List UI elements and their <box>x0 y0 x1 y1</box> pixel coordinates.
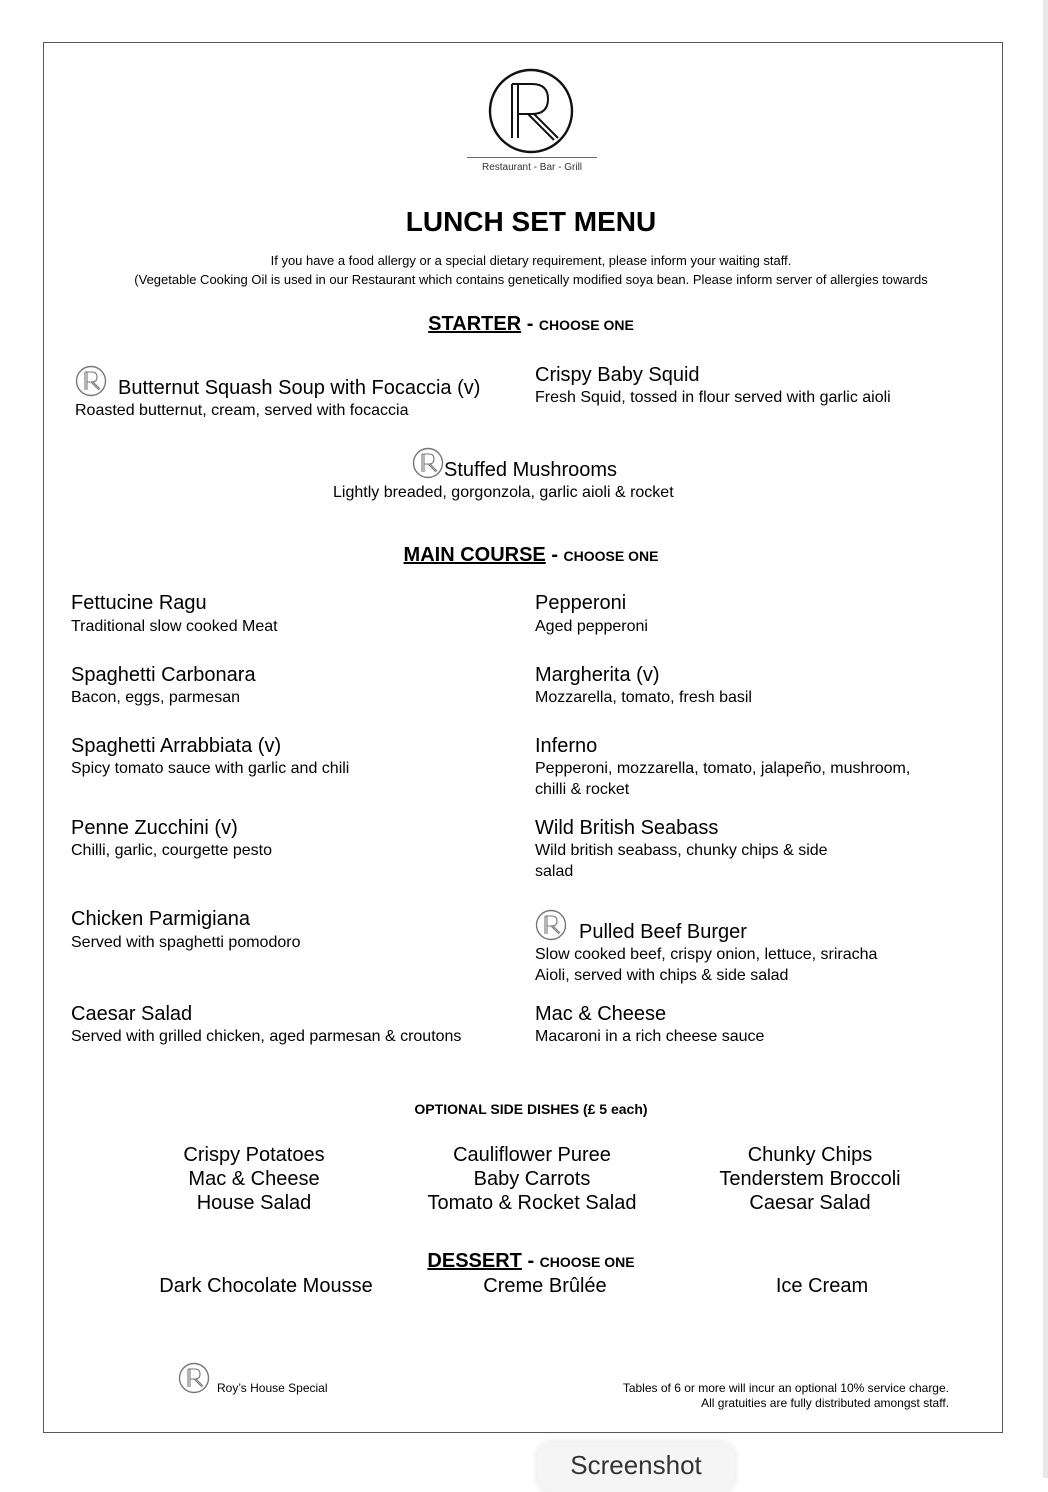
side-dish-item: Crispy Potatoes <box>183 1144 325 1166</box>
starter-item-name: Crispy Baby Squid <box>535 364 700 386</box>
main-item-desc: Served with spaghetti pomodoro <box>71 934 301 951</box>
main-item-name: Mac & Cheese <box>535 1003 667 1025</box>
logo-tagline: Restaurant - Bar - Grill <box>481 162 583 173</box>
main-item-desc: Aged pepperoni <box>535 618 648 635</box>
main-item-desc: Spicy tomato sauce with garlic and chili <box>71 760 350 777</box>
house-special-icon <box>178 1362 210 1394</box>
main-course-choose-note: CHOOSE ONE <box>563 548 659 564</box>
main-course-heading-label: MAIN COURSE <box>403 544 546 566</box>
restaurant-logo <box>488 68 574 154</box>
main-item-name: Spaghetti Carbonara <box>71 664 256 686</box>
side-dish-item: House Salad <box>196 1192 312 1214</box>
main-item-desc: Slow cooked beef, crispy onion, lettuce, sriracha <box>535 946 878 963</box>
main-item-name: Pulled Beef Burger <box>579 921 747 943</box>
dessert-item: Ice Cream <box>775 1275 869 1297</box>
main-item-desc: Chilli, garlic, courgette pesto <box>71 842 272 859</box>
screenshot-label[interactable]: Screenshot <box>570 1450 702 1480</box>
side-dishes-column <box>690 1143 930 1215</box>
side-dish-item: Tenderstem Broccoli <box>719 1168 901 1190</box>
main-item-desc: Macaroni in a rich cheese sauce <box>535 1028 765 1045</box>
house-special-legend: Roy’s House Special <box>217 1381 328 1395</box>
main-item-desc: Wild british seabass, chunky chips & side <box>535 842 828 859</box>
oil-note: (Vegetable Cooking Oil is used in our Restaurant which contains genetically modified soya bean. Please inform server of allergies towards <box>134 272 928 287</box>
starter-item-desc: Roasted butternut, cream, served with focaccia <box>75 402 409 419</box>
main-item-desc: Aioli, served with chips & side salad <box>535 967 789 984</box>
main-item-desc: Mozzarella, tomato, fresh basil <box>535 689 752 706</box>
dessert-heading <box>0 1250 1048 1273</box>
main-item-name: Caesar Salad <box>71 1003 193 1025</box>
main-item-desc: salad <box>535 863 574 880</box>
house-special-icon <box>412 447 444 479</box>
allergy-note: If you have a food allergy or a special dietary requirement, please inform your waiting staff. <box>270 253 792 268</box>
starter-item-name: Stuffed Mushrooms <box>444 459 618 481</box>
side-dish-item: Chunky Chips <box>747 1144 873 1166</box>
main-item-name: Inferno <box>535 735 598 757</box>
main-item-name: Pepperoni <box>535 592 627 614</box>
main-item-desc: Served with grilled chicken, aged parmesan & croutons <box>71 1028 462 1045</box>
side-dishes-heading: OPTIONAL SIDE DISHES (£ 5 each) <box>414 1101 648 1117</box>
dessert-item: Creme Brûlée <box>483 1275 607 1297</box>
gratuity-line: All gratuities are fully distributed amongst staff. <box>701 1396 949 1410</box>
main-item-desc: Traditional slow cooked Meat <box>71 618 278 635</box>
starter-item-desc: Fresh Squid, tossed in flour served with garlic aioli <box>535 389 891 406</box>
house-special-icon <box>535 909 567 941</box>
dessert-choose-note: CHOOSE ONE <box>539 1254 635 1270</box>
main-item-name: Fettucine Ragu <box>71 592 207 614</box>
starter-heading-label: STARTER <box>428 313 522 335</box>
main-course-separator: - <box>545 544 564 566</box>
starter-item-desc: Lightly breaded, gorgonzola, garlic aioli & rocket <box>333 484 674 501</box>
starter-heading <box>0 313 1048 336</box>
side-dish-item: Cauliflower Puree <box>453 1144 611 1166</box>
side-dish-item: Tomato & Rocket Salad <box>427 1192 637 1214</box>
starter-item-name: Butternut Squash Soup with Focaccia (v) <box>118 377 481 399</box>
logo-divider <box>467 157 597 158</box>
main-item-name: Spaghetti Arrabbiata (v) <box>71 735 282 757</box>
service-charge-line: Tables of 6 or more will incur an optional 10% service charge. <box>622 1381 949 1395</box>
starter-separator: - <box>521 313 539 335</box>
main-item-desc: chilli & rocket <box>535 781 630 798</box>
dessert-heading-label: DESSERT <box>427 1250 522 1272</box>
main-item-name: Penne Zucchini (v) <box>71 817 238 839</box>
main-item-desc: Pepperoni, mozzarella, tomato, jalapeño, mushroom, <box>535 760 911 777</box>
dessert-item: Dark Chocolate Mousse <box>159 1275 373 1297</box>
house-special-icon <box>75 365 107 397</box>
side-dish-item: Caesar Salad <box>749 1192 871 1214</box>
main-item-name: Wild British Seabass <box>535 817 719 839</box>
side-dishes-column <box>402 1143 662 1215</box>
main-item-name: Margherita (v) <box>535 664 660 686</box>
page-title: LUNCH SET MENU <box>405 206 657 237</box>
side-dish-item: Baby Carrots <box>473 1168 591 1190</box>
main-item-name: Chicken Parmigiana <box>71 908 250 930</box>
service-charge-note <box>540 1381 949 1411</box>
main-course-heading <box>0 544 1048 567</box>
dessert-separator: - <box>521 1250 540 1272</box>
starter-choose-note: CHOOSE ONE <box>538 317 634 333</box>
side-dish-item: Mac & Cheese <box>188 1168 320 1190</box>
window-scroll-edge <box>1043 0 1048 1478</box>
main-item-desc: Bacon, eggs, parmesan <box>71 689 240 706</box>
side-dishes-column <box>134 1143 374 1215</box>
